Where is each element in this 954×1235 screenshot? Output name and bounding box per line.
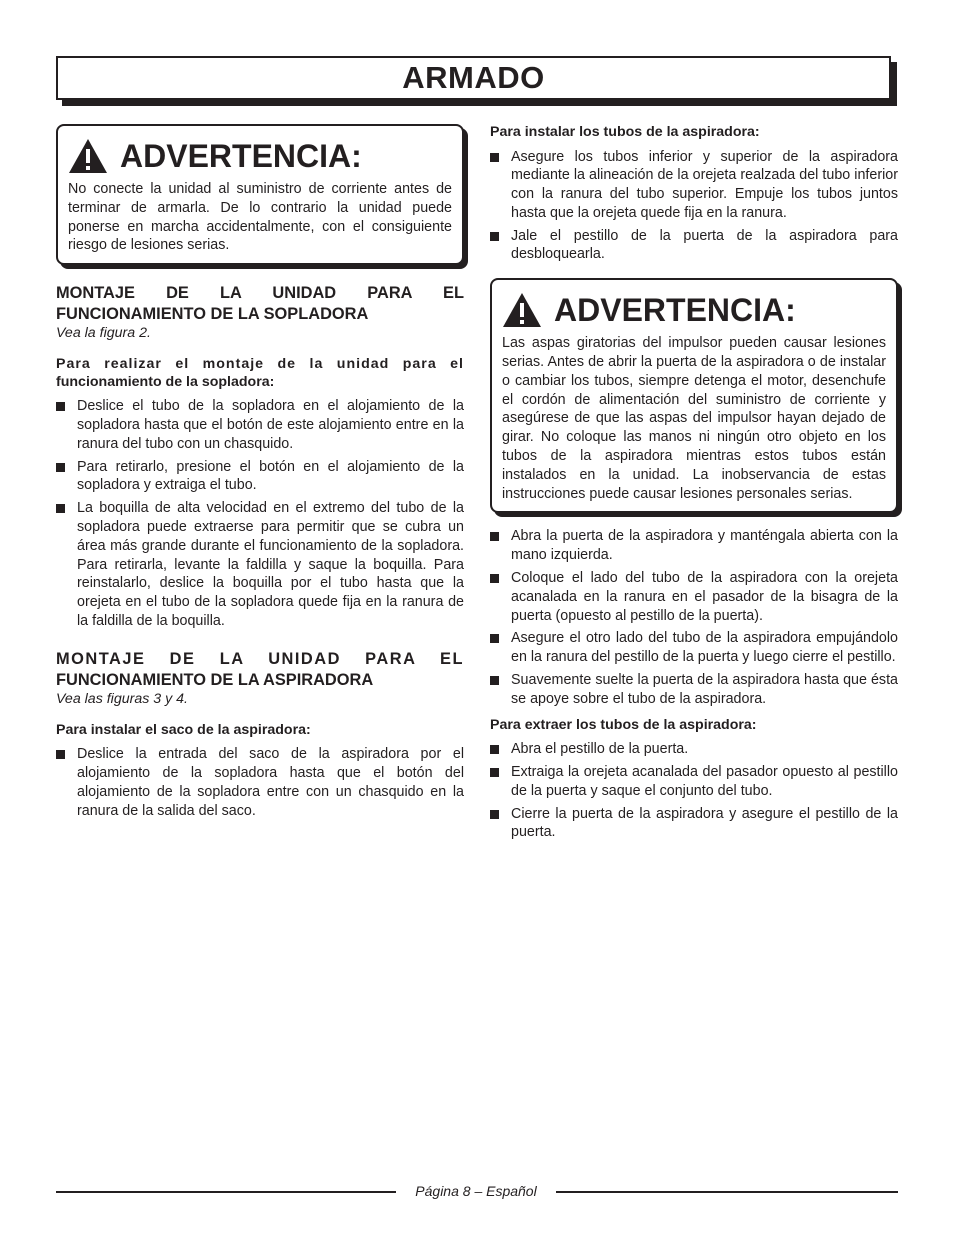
footer-rule-right (556, 1191, 898, 1193)
list-item (56, 397, 464, 453)
list-item (490, 527, 898, 565)
bullet-square-icon (490, 676, 499, 685)
page-title: ARMADO (402, 60, 545, 95)
list-item (490, 805, 898, 843)
list-item (490, 763, 898, 801)
figure-reference: Vea las figuras 3 y 4. (56, 690, 188, 707)
right-column (490, 124, 898, 846)
bullet-square-icon (490, 232, 499, 241)
list-item-text: Asegure los tubos inferior y superior de la aspiradora mediante la alineación de la orejeta realzada del tubo inferior con la ranura del tubo superior. Empuje los tubos juntos hasta que la orejeta quede fija en la ranura. (511, 148, 898, 221)
section-title-line: MONTAJE DE LA UNIDAD PARA EL (56, 284, 464, 303)
left-column (56, 124, 464, 824)
bullet-square-icon (490, 768, 499, 777)
list-item-text: La boquilla de alta velocidad en el extremo del tubo de la sopladora puede extraerse para permitir que se cubra un área más grande durante el funcionamiento de la sopladora. Para retirarla, levante la faldilla y saque la boquilla. Para reinstalarlo, deslice la boquilla por el tubo hasta que la orejeta en el tubo de la sopladora quede fija en la ranura de la faldilla de la boquilla. (77, 500, 464, 629)
section-title-blower (56, 283, 464, 325)
list-item-text: Deslice el tubo de la sopladora en el alojamiento de la sopladora hasta que el botón de este alojamiento entre en la ranura del tubo con un chasquido. (77, 398, 464, 452)
footer-rule-left (56, 1191, 396, 1193)
list-item (490, 671, 898, 709)
list-item-text: Jale el pestillo de la puerta de la aspiradora para desbloquearla. (511, 227, 898, 263)
subheading-tubes-remove: Para extraer los tubos de la aspiradora: (490, 716, 757, 733)
list-item-text: Extraiga la orejeta acanalada del pasador opuesto al pestillo de la puerta y saque el conjunto del tubo. (511, 763, 898, 799)
bullet-square-icon (490, 532, 499, 541)
list-item (490, 148, 898, 223)
bullet-square-icon (56, 402, 65, 411)
warning-heading: ADVERTENCIA: (554, 292, 796, 329)
bullet-square-icon (56, 504, 65, 513)
list-item (56, 458, 464, 496)
tubes-install-list (490, 148, 898, 265)
tubes-remove-list (490, 740, 898, 842)
warning-heading: ADVERTENCIA: (120, 138, 362, 174)
list-item-text: Coloque el lado del tubo de la aspiradora con la orejeta acanalada en la ranura en el pasador de la bisagra de la puerta (opuesto al pestillo de la puerta). (511, 570, 898, 624)
subheading-bag: Para instalar el saco de la aspiradora: (56, 721, 311, 738)
warning-triangle-icon (502, 292, 542, 328)
subheading-line: funcionamiento de la sopladora: (56, 373, 275, 390)
list-item-text: Para retirarlo, presione el botón en el alojamiento de la sopladora y extraiga el tubo. (77, 458, 464, 494)
list-item (490, 629, 898, 667)
page-title-box (56, 56, 891, 100)
list-item (490, 740, 898, 759)
list-item-text: Asegure el otro lado del tubo de la aspiradora empujándolo en la ranura del pestillo de la puerta y luego cierre el pestillo. (511, 630, 898, 666)
blower-steps-list (56, 397, 464, 631)
section-title-line: FUNCIONAMIENTO DE LA SOPLADORA (56, 305, 369, 324)
bullet-square-icon (490, 574, 499, 583)
list-item (56, 499, 464, 631)
subheading-blower (56, 356, 464, 391)
bullet-square-icon (56, 463, 65, 472)
list-item-text: Abra la puerta de la aspiradora y manténgala abierta con la mano izquierda. (511, 528, 898, 564)
list-item-text: Deslice la entrada del saco de la aspiradora por el alojamiento de la sopladora hasta que el botón del alojamiento de la sopladora entre con un chasquido en la ranura de la salida del saco. (77, 746, 464, 819)
bullet-square-icon (490, 153, 499, 162)
bag-steps-list (56, 745, 464, 820)
list-item (490, 569, 898, 625)
list-item-text: Cierre la puerta de la aspiradora y asegure el pestillo de la puerta. (511, 805, 898, 841)
warning-box (490, 278, 898, 513)
list-item (490, 227, 898, 265)
footer-page-label: Página 8 – Español (415, 1183, 537, 1199)
warning-triangle-icon (68, 138, 108, 174)
door-steps-list (490, 527, 898, 708)
bullet-square-icon (490, 810, 499, 819)
warning-text: Las aspas giratorias del impulsor pueden causar lesiones serias. Antes de abrir la puerta de la aspiradora o de instalar o cambiar los tubos, siempre detenga el motor, desenchufe el cordón de alimentación del suministro de corriente y asegúrese de que las aspas del impulsor hayan dejado de girar. No coloque las manos ni ningún otro objeto en los tubos de la aspiradora mientras estos tubos están instalados en la unidad. La inobservancia de estas instrucciones puede causar lesiones personales serias. (502, 335, 886, 502)
warning-header (502, 292, 886, 328)
list-item-text: Suavemente suelte la puerta de la aspiradora hasta que ésta se apoye sobre el tubo de la aspiradora. (511, 672, 898, 707)
warning-box (56, 124, 464, 265)
figure-reference: Vea la figura 2. (56, 325, 151, 342)
subheading-tubes-install: Para instalar los tubos de la aspiradora: (490, 124, 760, 140)
subheading-line: Para realizar el montaje de la unidad para el (56, 356, 464, 373)
bullet-square-icon (56, 750, 65, 759)
section-title-line: MONTAJE DE LA UNIDAD PARA EL (56, 649, 464, 668)
section-title-line: FUNCIONAMIENTO DE LA ASPIRADORA (56, 670, 374, 689)
list-item-text: Abra el pestillo de la puerta. (511, 741, 689, 758)
section-title-vacuum (56, 649, 464, 691)
page-footer (56, 1183, 898, 1201)
bullet-square-icon (490, 634, 499, 643)
warning-header (68, 138, 452, 174)
list-item (56, 745, 464, 820)
warning-text: No conecte la unidad al suministro de corriente antes de terminar de armarla. De lo contrario la unidad puede ponerse en marcha accidentalmente, con el consiguiente riesgo de lesiones serias. (68, 181, 452, 254)
bullet-square-icon (490, 745, 499, 754)
